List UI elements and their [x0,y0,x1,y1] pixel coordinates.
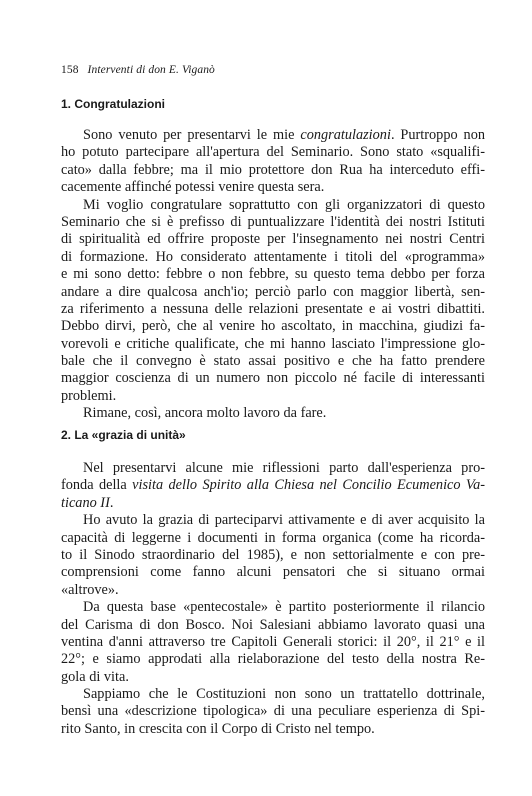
text-line [61,370,485,387]
text-line [61,179,485,196]
section-heading: 2. La «grazia di unità» [61,428,186,442]
text-line [61,318,485,335]
italic-text: visita dello Spirito alla Chiesa nel Concilio Ecumenico Va- [132,477,485,494]
italic-text: ticano II [61,494,110,511]
text-run: maggior coscienza di un numero non piccolo né facile di interessanti [61,370,485,387]
text-run: Ho avuto la grazia di parteciparvi attivamente e di aver acquisito la [83,512,485,529]
text-run: Seminario che si è prefisso di puntualizzare l'identità dei nostri Istituti [61,213,485,230]
text-line [61,162,485,179]
text-run: ventina d'anni attraverso tre Capitoli Generali storici: il 20°, il 21° e il [61,633,485,650]
text-line [61,582,485,599]
text-run: bensì una «descrizione tipologica» di una peculiare esperienza di Spi- [61,703,485,720]
text-line [61,460,485,477]
text-line [61,495,485,512]
text-run: problemi. [61,387,117,404]
text-run: comprensioni come fanno alcuni pensatori che si situano ormai [61,564,485,581]
text-line [61,617,485,634]
section-body [61,460,485,738]
text-run: Debbo dirvi, però, che al venire ho ascoltato, in macchina, giudizi fa- [61,318,485,335]
text-run: gola di vita. [61,668,129,685]
text-run: cacemente affinché potessi venire questa sera. [61,179,325,196]
text-run: Sono venuto per presentarvi le mie [83,127,301,143]
text-run: . Purtroppo non [390,127,485,143]
text-line [61,651,485,668]
text-run: andare a dire qualcosa anch'io; perciò parlo con maggior libertà, sen- [61,283,485,300]
text-line [61,266,485,283]
running-title: Interventi di don E. Viganò [87,64,215,76]
text-run: Rimane, così, ancora molto lavoro da fare. [83,405,327,422]
text-run: di formazione. Ho considerato attentamente i titoli del «programma» [61,248,485,265]
text-line [61,336,485,353]
page-number: 158 [61,64,79,76]
text-line [61,477,485,494]
text-run: bale che il convegno è stato assai positivo e che ha fatto prendere [61,353,485,370]
text-run: Nel presentarvi alcune mie riflessioni parto dall'esperienza pro- [83,460,485,476]
text-line [61,388,485,405]
text-line [61,599,485,616]
text-run: capacità di leggerne i documenti in forma organica (come ha ricorda- [61,529,485,546]
text-run: Da questa base «pentecostale» è partito posteriormente il rilancio [83,599,485,616]
text-line [61,512,485,529]
text-line [61,564,485,581]
text-run: fonda della [61,477,133,494]
text-run: di spiritualità ed offrire proposte per l'insegnamento nei nostri Centri [61,231,485,248]
text-line [61,301,485,318]
text-run: . [109,494,114,511]
text-line [61,197,485,214]
italic-text: congratulazioni [300,127,391,143]
text-line [61,686,485,703]
text-run: ho potuto partecipare all'apertura del Seminario. Sono stato «squalifi- [61,144,485,161]
text-run: del Carisma di don Bosco. Noi Salesiani abbiamo lavorato quasi una [61,616,485,633]
text-run: rito Santo, in crescita con il Corpo di Cristo nel tempo. [61,720,375,737]
text-line [61,721,485,738]
text-line [61,214,485,231]
text-line [61,127,485,144]
text-line [61,353,485,370]
text-line [61,249,485,266]
text-run: za riferimento a nessuna delle relazioni presentate e ai vostri dibattiti. [61,300,485,317]
section-heading: 1. Congratulazioni [61,97,166,111]
text-line [61,703,485,720]
text-line [61,634,485,651]
text-line [61,547,485,564]
text-run: «altrove». [61,581,119,598]
running-head [61,64,215,76]
text-run: cato» dalla febbre; ma il mio protettore don Rua ha interceduto effi- [61,161,485,178]
text-line [61,144,485,161]
text-run: 22°; e siamo approdati alla rielaborazione del testo della nostra Re- [61,651,485,668]
section-body [61,127,485,423]
text-line [61,669,485,686]
text-run: e mi sono detto: febbre o non febbre, su questo tema debbo per forza [61,266,485,283]
text-run: vorevoli e critiche qualificate, che mi hanno lasciato l'impressione glo- [61,335,485,352]
text-line [61,284,485,301]
text-run: to il Sinodo straordinario del 1985), e non settorialmente e con pre- [61,546,485,563]
text-run: Mi voglio congratulare soprattutto con gli organizzatori di questo [83,196,485,213]
text-line [61,231,485,248]
text-run: Sappiamo che le Costituzioni non sono un trattatello dottrinale, [83,686,485,703]
text-line [61,530,485,547]
text-line [61,405,485,422]
